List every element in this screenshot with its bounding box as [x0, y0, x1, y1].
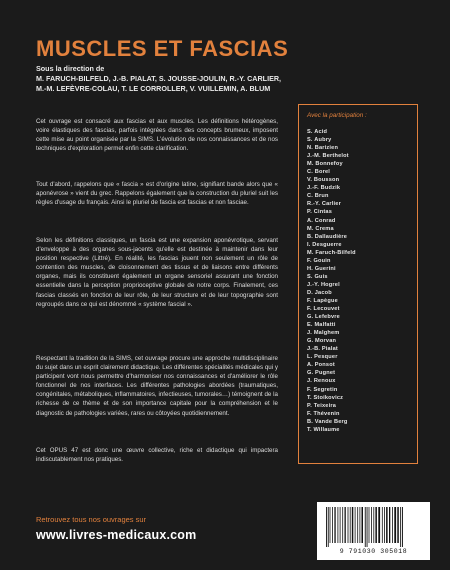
contributor-name: M. Crema: [307, 225, 334, 232]
contributor-name: V. Bousson: [307, 177, 340, 184]
barcode-bar: [342, 507, 343, 543]
editors-line-2: M.-M. LEFÈVRE-COLAU, T. LE CORROLLER, V. VUILLEMIN, A. BLUM: [36, 84, 271, 93]
barcode-bar: [367, 507, 368, 547]
contributor-name: G. Lefebvre: [307, 314, 340, 321]
contributor-name: P. Cintas: [307, 209, 333, 216]
contributor-name: D. Jacob: [307, 289, 332, 296]
contributor-name: L. Pesquer: [307, 354, 338, 361]
barcode-bar: [357, 507, 358, 543]
barcode-bar: [352, 507, 354, 543]
contributor-name: F. Lapègue: [307, 297, 338, 304]
website-link[interactable]: www.livres-medicaux.com: [36, 528, 197, 542]
barcode-bar: [384, 507, 385, 543]
barcode-bar: [375, 507, 377, 543]
barcode-bar: [394, 507, 396, 543]
contributor-name: J. Renoux: [307, 378, 336, 385]
contributor-name: E. Malfatti: [307, 322, 336, 329]
barcode-bar: [348, 507, 349, 543]
barcode-label: [317, 502, 430, 560]
barcode-bar: [362, 507, 364, 543]
contributor-name: C. Brun: [307, 193, 329, 200]
editors-line-1: M. FARUCH-BILFELD, J.-B. PIALAT, S. JOUSSE-JOULIN, R.-Y. CARLIER,: [36, 74, 282, 83]
contributor-name: F. Gouin: [307, 257, 331, 264]
barcode-bar: [382, 507, 383, 543]
contributor-name: G. Morvan: [307, 338, 337, 345]
contributor-name: R.-Y. Carlier: [307, 201, 341, 208]
barcode-bar: [386, 507, 388, 543]
book-title: MUSCLES ET FASCIAS: [36, 36, 289, 61]
contributor-name: B. Dallaudière: [307, 233, 348, 240]
contributor-name: I. Desguerre: [307, 241, 342, 248]
barcode-bar: [369, 507, 370, 543]
contributor-name: A. Conrad: [307, 217, 336, 224]
barcode-bar: [402, 507, 403, 547]
contributors-list: [307, 128, 356, 434]
barcode-image: [325, 507, 422, 547]
contributor-name: M. Faruch-Bilfeld: [307, 249, 356, 256]
contributor-name: A. Ponsot: [307, 362, 335, 369]
contributor-name: G. Pugnet: [307, 370, 336, 377]
barcode-bar: [328, 507, 329, 547]
contributors-box: [298, 104, 418, 464]
description-paragraph-4: Respectant la tradition de la SIMS, cet ouvrage procure une approche multidisciplinaire du sujet dans un esprit clairement didactique. Les différentes spécialités médicales qui y participent vont nous permettre d'harmoniser nos connaissances et d'améliorer le rôle fonctionnel de nos interfaces. Les différentes pathologies abordées (traumatiques, congénitales, métaboliques, inflammatoires, infectieuses, tumorales…) témoignent de la richesse de ce thème et de son importance capitale pour la compréhension et le diagnostic de pathologies variées, rares ou côtoyées quotidiennement.: [36, 355, 278, 417]
barcode-bar: [378, 507, 380, 543]
contributor-name: S. Aubry: [307, 137, 332, 144]
description-paragraph-1: Cet ouvrage est consacré aux fascias et aux muscles. Les définitions hétérogènes, voire élastiques des fascias, parfois intégrées dans des concepts brumeux, imposent cette mise au point organisée par la SIMS. L'évolution de nos connaissances et de nos techniques d'exploration permet enfin cette clarification.: [36, 118, 278, 153]
contributor-name: F. Thévenin: [307, 410, 340, 417]
contributor-name: J.-Y. Hogrel: [307, 281, 340, 288]
contributor-name: S. Guis: [307, 273, 328, 280]
barcode-bar: [338, 507, 339, 543]
contributor-name: H. Guerini: [307, 265, 336, 272]
barcode-bar: [330, 507, 331, 543]
barcode-bar: [389, 507, 390, 543]
barcode-bar: [392, 507, 393, 543]
barcode-bar: [400, 507, 401, 547]
barcode-bar: [326, 507, 327, 547]
barcode-bar: [373, 507, 374, 543]
contributor-name: J.-F. Budzik: [307, 185, 341, 192]
contributor-name: B. Vande Berg: [307, 418, 348, 425]
barcode-bar: [360, 507, 361, 543]
barcode-bar: [397, 507, 399, 543]
contributor-name: N. Barizien: [307, 145, 339, 152]
editors-block: [36, 64, 281, 94]
description-paragraph-5: Cet OPUS 47 est donc une œuvre collective, riche et didactique qui impactera indiscutablement nos pratiques.: [36, 447, 278, 464]
contributor-name: C. Borel: [307, 169, 331, 176]
contributors-title: Avec la participation :: [307, 112, 367, 119]
contributor-name: P. Teixeira: [307, 402, 337, 409]
barcode-bar: [350, 507, 351, 543]
contributor-name: F. Lecouvet: [307, 306, 340, 313]
contributor-name: F. Segretin: [307, 386, 338, 393]
description-paragraph-2: Tout d'abord, rappelons que « fascia » est d'origine latine, signifiant bande alors que « aponévrose » vient du grec. Rappelons également que la construction du pluriel suit les règles d'usage du français. Ainsi le pluriel de fascia est fascias et non fasciae.: [36, 181, 278, 207]
contributor-name: J.-M. Berthelot: [307, 153, 349, 160]
contributor-name: J. Malghem: [307, 330, 340, 337]
barcode-bar: [340, 507, 341, 543]
isbn-number: 9 791030 305018: [339, 548, 408, 555]
barcode-bar: [334, 507, 335, 543]
barcode-bar: [365, 507, 366, 547]
contributor-name: J.-B. Pialat: [307, 346, 338, 353]
barcode-bar: [371, 507, 372, 543]
barcode-bar: [345, 507, 346, 543]
catalog-prompt: Retrouvez tous nos ouvrages sur: [36, 515, 147, 524]
barcode-bar: [355, 507, 356, 543]
contributor-name: M. Bonnefoy: [307, 161, 343, 168]
editors-intro: Sous la direction de: [36, 64, 105, 73]
contributor-name: T. Stoikovicz: [307, 394, 344, 401]
description-paragraph-3: Selon les définitions classiques, un fascia est une expansion aponévrotique, servant d'enveloppe à des organes sous-jacents qu'elle est destinée à maintenir dans leur position respective (Littré). En réalité, les fascias jouent non seulement un rôle de contention des muscles, de cloisonnement des tissus et de liaisons entre différents organes, mais ils constituent également un organe sensoriel assurant une fonction essentielle dans la perception proprioceptive globale de notre corps. Finalement, ces fascias classés en fonction de leur rôle, de leur structure et de leur topographie sont regroupés dans ce qui est dénommé « système fascial ».: [36, 237, 278, 308]
contributor-name: S. Acid: [307, 129, 328, 135]
contributor-name: T. Willaume: [307, 426, 340, 433]
barcode-bar: [332, 507, 333, 543]
